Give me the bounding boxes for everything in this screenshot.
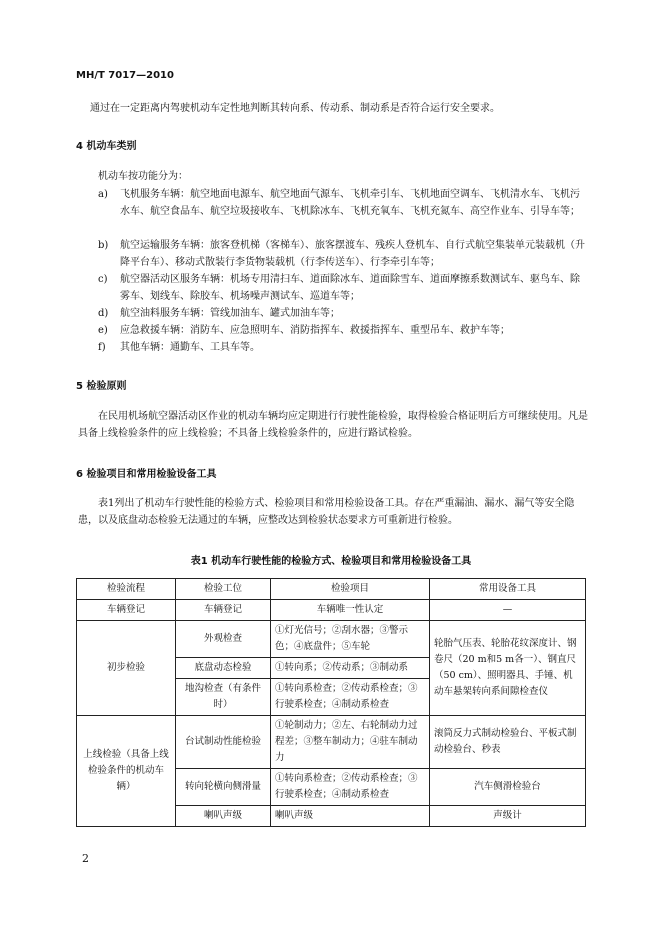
cell: ①轮制动力；②左、右轮制动力过程差；③整车制动力；④驻车制动力 [271, 716, 430, 769]
cell: 轮胎气压表、轮胎花纹深度计、钢卷尺（20 m和5 m各一）、钢直尺（50 cm）、照明器具、手锤、机动车悬架转向系间隙检查仪 [430, 621, 586, 716]
cell: 转向轮横向侧滑量 [176, 769, 271, 806]
list-item [98, 237, 588, 271]
item-text: 飞机服务车辆：航空地面电源车、航空地面气源车、飞机牵引车、飞机地面空调车、飞机清水车、飞机污水车、航空食品车、航空垃圾接收车、飞机除冰车、飞机充氧车、飞机充氮车、高空作业车、引导车等； [120, 189, 580, 217]
intro-text: 通过在一定距离内驾驶机动车定性地判断其转向系、传动系、制动系是否符合运行安全要求。 [90, 103, 500, 114]
item-key: e) [98, 325, 108, 336]
table-caption: 表1 机动车行驶性能的检验方式、检验项目和常用检验设备工具 [190, 556, 472, 567]
cell: 车辆登记 [77, 600, 176, 621]
cell: 声级计 [430, 806, 586, 827]
section-6-title: 6 检验项目和常用检验设备工具 [76, 469, 217, 480]
item-key: b) [98, 240, 109, 251]
item-text: 航空运输服务车辆：旅客登机梯（客梯车）、旅客摆渡车、残疾人登机车、自行式航空集装单元装载机（升降平台车）、移动式散装行李货物装载机（行李传送车）、行李牵引车等； [120, 240, 585, 268]
cell: 喇叭声级 [176, 806, 271, 827]
item-key: d) [98, 308, 109, 319]
cell: 车辆唯一性认定 [271, 600, 430, 621]
section-6-text: 表1列出了机动车行驶性能的检验方式、检验项目和常用检验设备工具。存在严重漏油、漏水、漏气等安全隐患，以及底盘动态检验无法通过的车辆，应整改达到检验状态要求方可重新进行检验。 [78, 498, 575, 526]
cell: — [430, 600, 586, 621]
item-text: 其他车辆：通勤车、工具车等。 [120, 342, 260, 353]
list-item [98, 186, 588, 220]
item-key: c) [98, 274, 108, 285]
item-key: a) [98, 189, 108, 200]
doc-header: MH/T 7017—2010 [76, 70, 174, 81]
th: 检验工位 [176, 579, 271, 600]
cell: ①转向系；②传动系；③制动系 [271, 658, 430, 679]
cell: 汽车侧滑检验台 [430, 769, 586, 806]
item-text: 应急救援车辆：消防车、应急照明车、消防指挥车、救援指挥车、重型吊车、救护车等； [120, 325, 510, 336]
cell: 台试制动性能检验 [176, 716, 271, 769]
table-row [77, 621, 586, 658]
section-4-intro: 机动车按功能分为： [98, 171, 188, 182]
section-5-text: 在民用机场航空器活动区作业的机动车辆均应定期进行行驶性能检验，取得检验合格证明后方可继续使用。凡是具备上线检验条件的应上线检验；不具备上线检验条件的，应进行路试检验。 [78, 411, 588, 439]
cell: ①灯光信号；②刮水器；③警示色；④底盘件；⑤车轮 [271, 621, 430, 658]
inspection-table [76, 578, 586, 827]
table-row [77, 716, 586, 769]
cell: 滚筒反力式制动检验台、平板式制动检验台、秒表 [430, 716, 586, 769]
page-number: 2 [82, 852, 89, 865]
th: 检验流程 [77, 579, 176, 600]
list-item [98, 322, 588, 339]
table-header-row [77, 579, 586, 600]
cell: 外观检查 [176, 621, 271, 658]
list-item [98, 271, 588, 305]
table-row [77, 600, 586, 621]
cell: 车辆登记 [176, 600, 271, 621]
item-text: 航空器活动区服务车辆：机场专用清扫车、道面除冰车、道面除雪车、道面摩擦系数测试车、驱鸟车、除雾车、划线车、除胶车、机场噪声测试车、巡道车等； [120, 274, 580, 302]
cell: ①转向系检查；②传动系检查；③行驶系检查；④制动系检查 [271, 679, 430, 716]
th: 常用设备工具 [430, 579, 586, 600]
list-item [98, 305, 588, 322]
section-4-title: 4 机动车类别 [76, 141, 137, 152]
section-5-title: 5 检验原则 [76, 381, 127, 392]
list-item [98, 339, 588, 356]
th: 检验项目 [271, 579, 430, 600]
cell: 上线检验（具备上线检验条件的机动车辆） [77, 716, 176, 827]
cell: ①转向系检查；②传动系检查；③行驶系检查；④制动系检查 [271, 769, 430, 806]
cell: 初步检验 [77, 621, 176, 716]
cell: 喇叭声级 [271, 806, 430, 827]
cell: 地沟检查（有条件时） [176, 679, 271, 716]
item-key: f) [98, 342, 106, 353]
item-text: 航空油料服务车辆：管线加油车、罐式加油车等； [120, 308, 340, 319]
cell: 底盘动态检验 [176, 658, 271, 679]
